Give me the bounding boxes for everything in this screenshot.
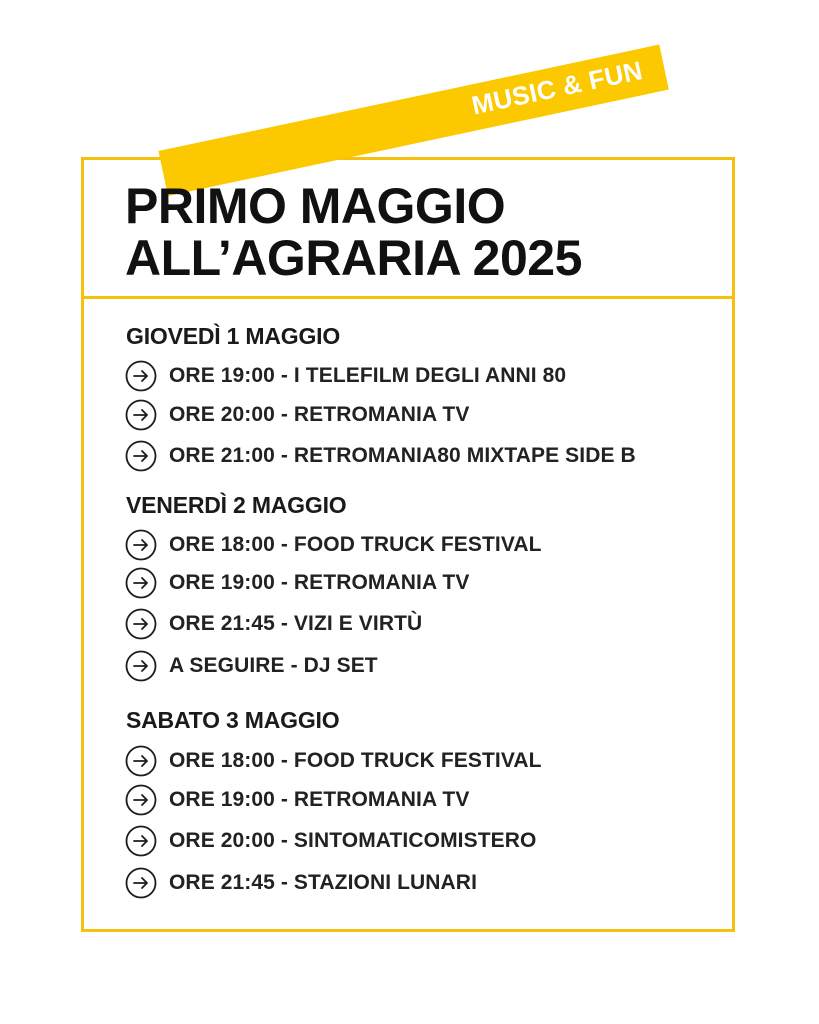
event-item	[125, 360, 566, 392]
event-item	[125, 567, 469, 599]
page-title	[125, 180, 582, 284]
event-label: ORE 21:00 - RETROMANIA80 MIXTAPE SIDE B	[169, 444, 636, 467]
arrow-right-circle-icon	[125, 440, 157, 472]
arrow-right-circle-icon	[125, 825, 157, 857]
day-heading-friday: VENERDÌ 2 MAGGIO	[126, 492, 347, 518]
arrow-right-circle-icon	[125, 567, 157, 599]
arrow-right-circle-icon	[125, 867, 157, 899]
day-heading-thursday: GIOVEDÌ 1 MAGGIO	[126, 323, 341, 349]
arrow-right-circle-icon	[125, 784, 157, 816]
event-label: ORE 20:00 - RETROMANIA TV	[169, 403, 470, 426]
arrow-right-circle-icon	[125, 360, 157, 392]
event-item	[125, 825, 536, 857]
event-item	[125, 867, 477, 899]
event-label: ORE 18:00 - FOOD TRUCK FESTIVAL	[169, 749, 542, 772]
event-item	[125, 608, 422, 640]
event-item	[125, 745, 542, 777]
banner-label: MUSIC & FUN	[469, 54, 646, 121]
event-label: ORE 21:45 - STAZIONI LUNARI	[169, 871, 478, 894]
event-item	[125, 784, 469, 816]
event-label: ORE 18:00 - FOOD TRUCK FESTIVAL	[169, 533, 542, 556]
day-heading-saturday: SABATO 3 MAGGIO	[126, 707, 340, 733]
event-label: ORE 21:45 - VIZI E VIRTÙ	[169, 612, 423, 635]
event-item	[125, 399, 469, 431]
arrow-right-circle-icon	[125, 745, 157, 777]
arrow-right-circle-icon	[125, 529, 157, 561]
arrow-right-circle-icon	[125, 608, 157, 640]
title-line-1: PRIMO MAGGIO	[125, 178, 506, 234]
event-label: ORE 19:00 - RETROMANIA TV	[169, 571, 470, 594]
event-label: ORE 20:00 - SINTOMATICOMISTERO	[169, 829, 537, 852]
arrow-right-circle-icon	[125, 399, 157, 431]
event-item	[125, 650, 378, 682]
event-label: ORE 19:00 - RETROMANIA TV	[169, 788, 470, 811]
title-divider	[81, 296, 735, 299]
event-item	[125, 529, 542, 561]
event-item	[125, 440, 636, 472]
event-label: A SEGUIRE - DJ SET	[169, 654, 378, 677]
event-label: ORE 19:00 - I TELEFILM DEGLI ANNI 80	[169, 364, 567, 387]
arrow-right-circle-icon	[125, 650, 157, 682]
title-line-2: ALL’AGRARIA 2025	[125, 230, 582, 286]
